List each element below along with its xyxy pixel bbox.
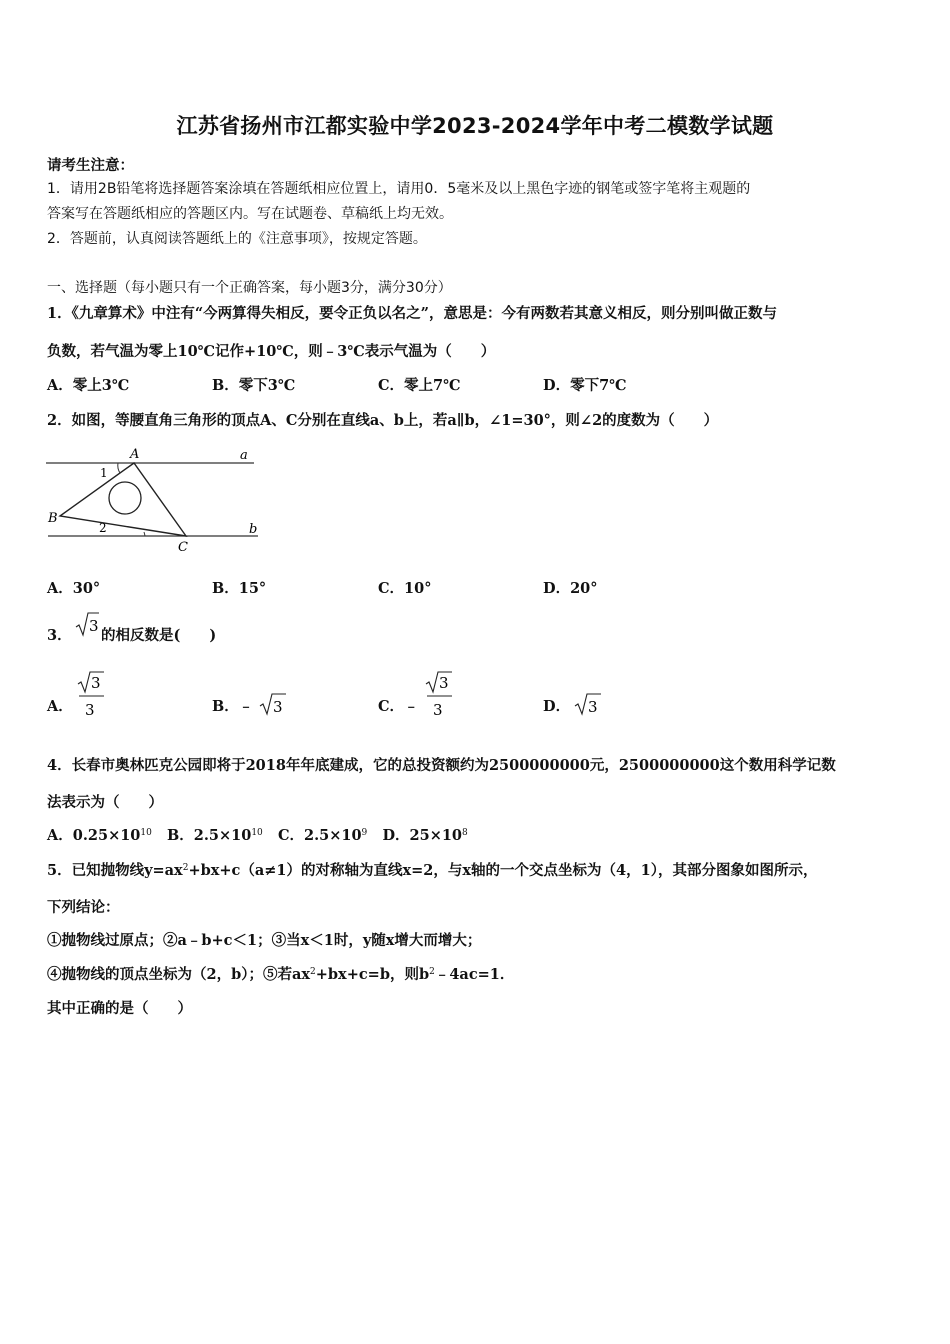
q3-option-b-sqrt [258,692,288,718]
q4-option-d: D．$25\times 10^8$ [382,827,468,844]
q4-option-b: B．$2.5\times 10^{10}$ [167,827,263,844]
angle-1-arc [118,463,120,473]
q4-option-a: A．$0.25\times 10^{10}$ [47,827,152,844]
q1-option-b: B．零下3℃ [212,377,296,394]
q3-option-a-fraction [76,670,108,720]
label-B: B [48,511,58,526]
q1-option-d: D．零下7℃ [543,377,627,394]
triangle [60,463,186,536]
option-b-radicand: 3 [273,698,283,716]
notice-line-2: 答案写在答题纸相应的答题区内。写在试题卷、草稿纸上均无效。 [47,206,453,222]
notice-heading: 请考生注意： [47,157,134,174]
q4-options [47,824,468,845]
question-4-line-1: 4．长春市奥林匹克公园即将于2018年年底建成，它的总投资额约为2500000000元，2500000000这个数用科学记数 [47,757,836,774]
question-1-line-2: 负数，若气温为零上10℃记作+10℃，则﹣3℃表示气温为（ ） [47,343,496,360]
label-C: C [178,540,188,555]
q3-option-c-fraction [424,670,456,720]
label-b: b [249,522,258,537]
question-5-line-5: 其中正确的是（ ） [47,1000,192,1017]
q3-option-b: B．﹣ [212,698,254,715]
question-1-line-1: 1．《九章算术》中注有“今两算得失相反，要令正负以名之”，意思是：今有两数若其意义相反，则分别叫做正数与 [47,305,778,322]
question-3-text: 的相反数是( ) [101,627,217,644]
q1-option-a: A．零上3℃ [47,377,130,394]
question-3-number: 3． [47,627,72,644]
notice-line-1: 1．请用2B铅笔将选择题答案涂填在答题纸相应位置上，请用0．5毫米及以上黑色字迹的钢笔或签字笔将主观题的 [47,181,751,197]
q3-option-c: C．﹣ [378,698,419,715]
label-A: A [130,447,140,462]
q3-option-a: A． [47,698,73,715]
question-2-text: 2．如图，等腰直角三角形的顶点A、C分别在直线a、b上，若a∥b，∠1=30°，则∠2的度数为（ ） [47,412,719,429]
sqrt3-expression [74,609,100,639]
section-heading: 一、选择题（每小题只有一个正确答案，每小题3分，满分30分） [47,280,452,296]
fraction-c-denominator: 3 [433,701,443,719]
q4-option-c: C．$2.5\times 10^9$ [277,827,368,844]
q2-triangle-figure [44,444,264,556]
fraction-a-denominator: 3 [85,701,95,719]
label-angle-2: 2 [99,521,107,535]
page-title: 江苏省扬州市江都实验中学2023-2024学年中考二模数学试题 [176,114,774,138]
fraction-c-radicand: 3 [439,674,449,692]
label-a: a [240,448,248,463]
label-angle-1: 1 [100,466,108,480]
fraction-a-radicand: 3 [91,674,101,692]
q3-option-d: D． [543,698,571,715]
question-5-line-4: ④抛物线的顶点坐标为（2，b）；⑤若$ax^2+bx+c=b$，则$b^2﹣4ac=1$． [47,966,515,983]
q2-option-d: D．20° [543,580,598,597]
option-d-radicand: 3 [588,698,598,716]
q2-option-a: A．30° [47,580,101,597]
question-5-line-3: ①抛物线过原点；②a﹣b+c＜1；③当x＜1时，y随x增大而增大； [47,932,482,949]
question-5-line-1: 5．已知抛物线$y=ax^2+bx+c(a\ne 1)$的对称轴为直线x=2，与x轴的一个交点坐标为（4，1），其部分图象如图所示， [47,862,818,879]
q3-option-d-sqrt [573,692,603,718]
sqrt3-radicand: 3 [89,617,99,635]
question-4-line-2: 法表示为（ ） [47,794,163,811]
q1-option-c: C．零上7℃ [378,377,461,394]
notice-line-3: 2．答题前，认真阅读答题纸上的《注意事项》，按规定答题。 [47,231,427,247]
q2-option-c: C．10° [378,580,432,597]
question-5-line-2: 下列结论： [47,899,120,916]
q2-option-b: B．15° [212,580,267,597]
inscribed-circle [109,482,141,514]
